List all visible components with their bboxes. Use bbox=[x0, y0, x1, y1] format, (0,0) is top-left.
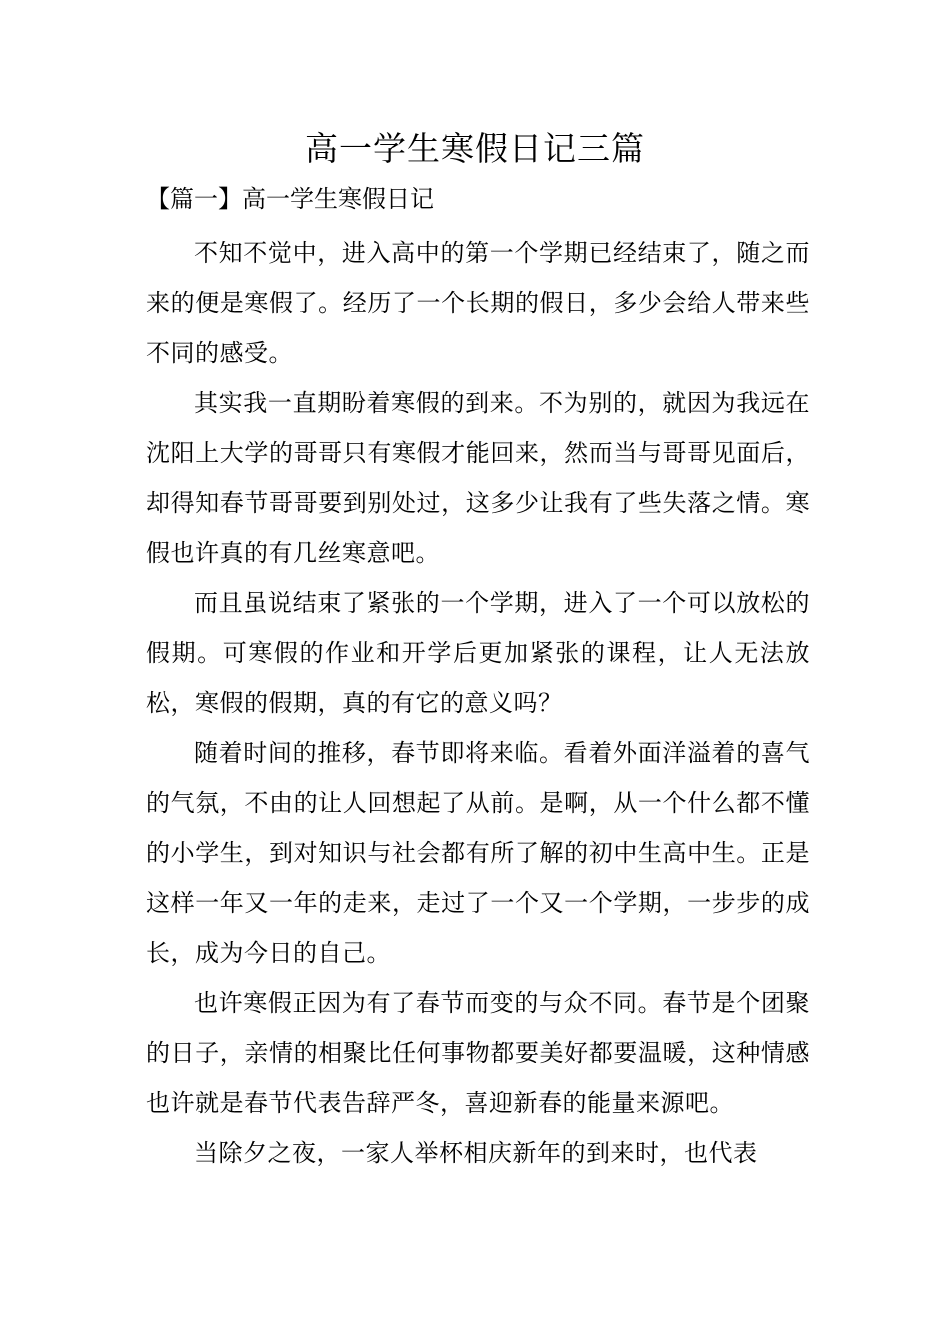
paragraph: 随着时间的推移，春节即将来临。看着外面洋溢着的喜气的气氛，不由的让人回想起了从前。是啊，从一个什么都不懂的小学生，到对知识与社会都有所了解的初中生高中生。正是这样一年又一年的走来，走过了一个又一个学期，一步步的成长，成为今日的自己。 bbox=[146, 739, 810, 967]
paragraph: 而且虽说结束了紧张的一个学期，进入了一个可以放松的假期。可寒假的作业和开学后更加紧张的课程，让人无法放松，寒假的假期，真的有它的意义吗？ bbox=[146, 589, 810, 717]
document-title: 高一学生寒假日记三篇 bbox=[305, 129, 645, 168]
section-heading: 【篇一】高一学生寒假日记 bbox=[146, 185, 434, 213]
paragraph: 其实我一直期盼着寒假的到来。不为别的，就因为我远在沈阳上大学的哥哥只有寒假才能回来，然而当与哥哥见面后，却得知春节哥哥要到别处过，这多少让我有了些失落之情。寒假也许真的有几丝寒意吧。 bbox=[146, 389, 810, 567]
paragraph: 也许寒假正因为有了春节而变的与众不同。春节是个团聚的日子，亲情的相聚比任何事物都要美好都要温暖，这种情感也许就是春节代表告辞严冬，喜迎新春的能量来源吧。 bbox=[146, 989, 810, 1117]
paragraph: 当除夕之夜，一家人举杯相庆新年的到来时，也代表 bbox=[194, 1139, 758, 1167]
document-body bbox=[146, 228, 810, 1178]
paragraph: 不知不觉中，进入高中的第一个学期已经结束了，随之而来的便是寒假了。经历了一个长期的假日，多少会给人带来些不同的感受。 bbox=[146, 239, 810, 367]
